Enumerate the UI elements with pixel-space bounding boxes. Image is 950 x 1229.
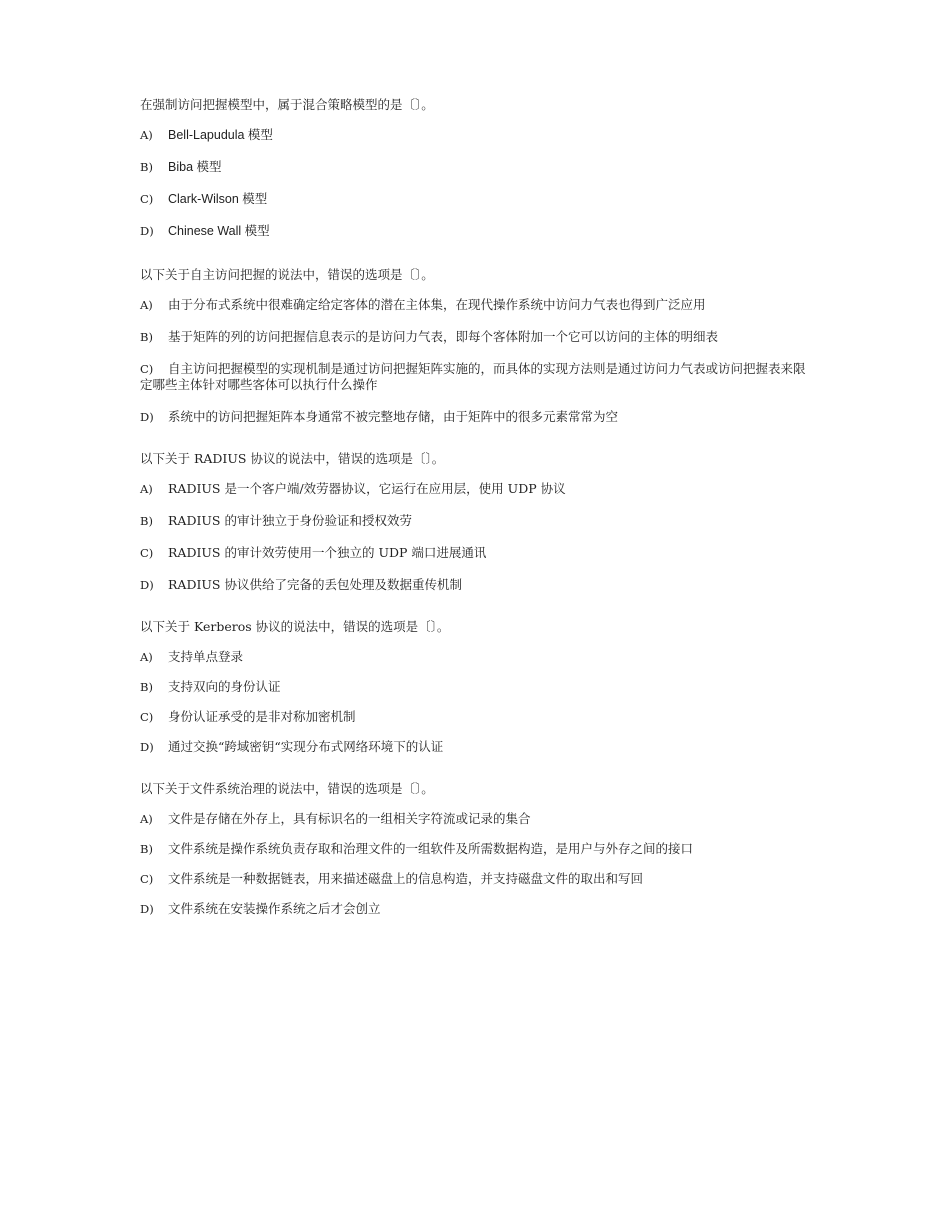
- option-letter: C): [140, 710, 154, 724]
- option-letter: C): [140, 362, 154, 376]
- option-text: 支持单点登录: [168, 649, 244, 664]
- option-text: RADIUS 的审计效劳使用一个独立的 UDP 端口进展通讯: [168, 545, 487, 560]
- option-text: 文件系统是操作系统负责存取和治理文件的一组软件及所需数据构造，是用户与外存之间的接口: [168, 841, 694, 856]
- question-2: [140, 267, 812, 425]
- option-letter: A): [140, 128, 153, 142]
- option-a: [140, 649, 812, 665]
- question-4: [140, 619, 812, 755]
- option-c: [140, 361, 812, 393]
- option-text: RADIUS 的审计独立于身份验证和授权效劳: [168, 513, 412, 528]
- document-page: [140, 97, 812, 939]
- option-d: [140, 739, 812, 755]
- option-letter: D): [140, 578, 154, 592]
- option-letter: B): [140, 680, 153, 694]
- option-d: [140, 901, 812, 917]
- option-d: [140, 409, 812, 425]
- option-text: 通过交换“跨域密钥“实现分布式网络环境下的认证: [168, 739, 444, 754]
- option-letter: B): [140, 160, 153, 174]
- option-letter: D): [140, 740, 154, 754]
- option-text: Clark-Wilson 模型: [168, 192, 268, 206]
- option-text: Chinese Wall 模型: [168, 224, 270, 238]
- option-letter: B): [140, 514, 153, 528]
- option-c: [140, 871, 812, 887]
- option-b: [140, 159, 812, 175]
- option-text: 基于矩阵的列的访问把握信息表示的是访问力气表，即每个客体附加一个它可以访问的主体的明细表: [168, 329, 719, 344]
- question-text: 在强制访问把握模型中，属于混合策略模型的是〔〕。: [140, 97, 434, 112]
- option-letter: A): [140, 812, 153, 826]
- option-a: [140, 297, 812, 313]
- option-text: 系统中的访问把握矩阵本身通常不被完整地存储，由于矩阵中的很多元素常常为空: [168, 409, 619, 424]
- option-text: 由于分布式系统中很难确定给定客体的潜在主体集，在现代操作系统中访问力气表也得到广泛应用: [168, 297, 706, 312]
- option-c: [140, 709, 812, 725]
- option-text: 支持双向的身份认证: [168, 679, 281, 694]
- question-5: [140, 781, 812, 917]
- option-letter: A): [140, 298, 153, 312]
- question-text: 以下关于 RADIUS 协议的说法中，错误的选项是〔〕。: [140, 451, 445, 466]
- question-1: [140, 97, 812, 239]
- question-text: 以下关于 Kerberos 协议的说法中，错误的选项是〔〕。: [140, 619, 450, 634]
- option-a: [140, 811, 812, 827]
- question-3: [140, 451, 812, 593]
- option-b: [140, 841, 812, 857]
- option-a: [140, 127, 812, 143]
- option-text: Biba 模型: [168, 160, 222, 174]
- option-c: [140, 191, 812, 207]
- option-c: [140, 545, 812, 561]
- option-text: 自主访问把握模型的实现机制是通过访问把握矩阵实施的，而具体的实现方法则是通过访问力气表或访问把握表来限定哪些主体针对哪些客体可以执行什么操作: [140, 361, 806, 392]
- option-letter: B): [140, 330, 153, 344]
- option-d: [140, 223, 812, 239]
- option-letter: A): [140, 650, 153, 664]
- option-letter: C): [140, 546, 154, 560]
- question-text: 以下关于自主访问把握的说法中，错误的选项是〔〕。: [140, 267, 434, 282]
- option-letter: C): [140, 872, 154, 886]
- option-letter: D): [140, 224, 154, 238]
- option-text: RADIUS 是一个客户端/效劳器协议，它运行在应用层，使用 UDP 协议: [168, 481, 566, 496]
- option-text: 文件是存储在外存上，具有标识名的一组相关字符流或记录的集合: [168, 811, 531, 826]
- option-text: RADIUS 协议供给了完备的丢包处理及数据重传机制: [168, 577, 462, 592]
- option-a: [140, 481, 812, 497]
- option-letter: C): [140, 192, 154, 206]
- option-text: 文件系统是一种数据链表，用来描述磁盘上的信息构造，并支持磁盘文件的取出和写回: [168, 871, 644, 886]
- option-b: [140, 679, 812, 695]
- option-letter: D): [140, 410, 154, 424]
- question-text: 以下关于文件系统治理的说法中，错误的选项是〔〕。: [140, 781, 434, 796]
- option-b: [140, 329, 812, 345]
- option-letter: D): [140, 902, 154, 916]
- option-text: Bell-Lapudula 模型: [168, 128, 273, 142]
- option-letter: A): [140, 482, 153, 496]
- option-b: [140, 513, 812, 529]
- option-text: 文件系统在安装操作系统之后才会创立: [168, 901, 381, 916]
- option-d: [140, 577, 812, 593]
- option-text: 身份认证承受的是非对称加密机制: [168, 709, 356, 724]
- option-letter: B): [140, 842, 153, 856]
